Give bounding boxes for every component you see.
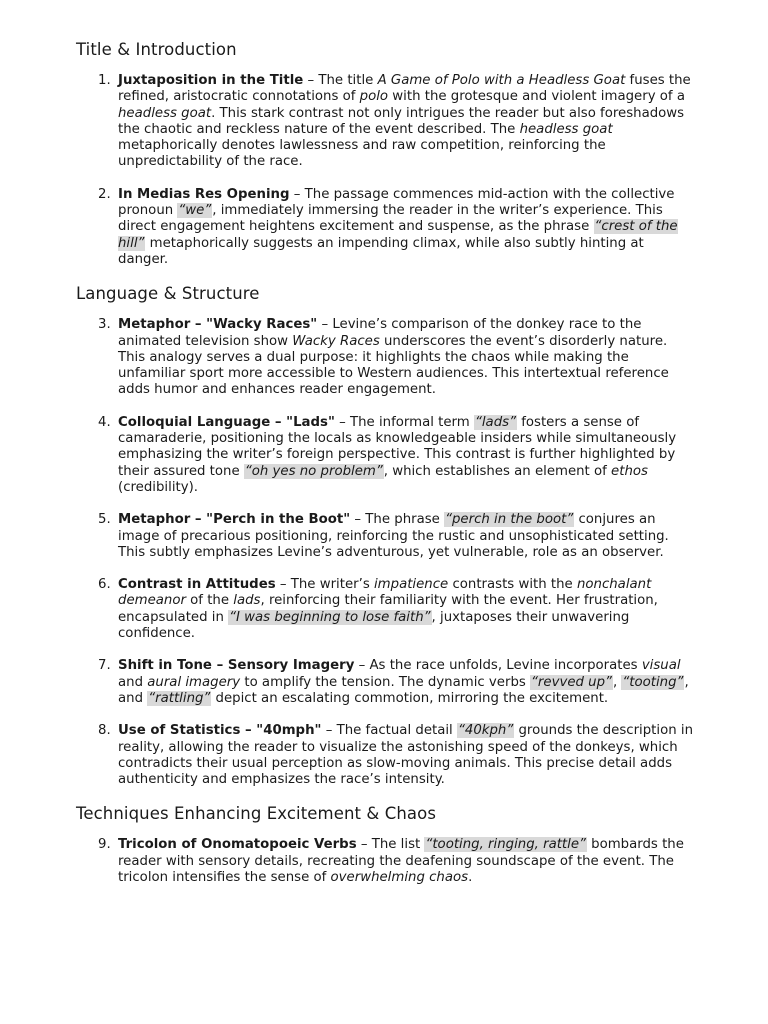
body-text: underscores the event’s disorderly nature. This analogy serves a dual purpose: it highlights the chaos while making the unfamiliar sport more accessible to Western audiences. This intertextual reference adds humor and enhances reader engagement. [118,333,669,398]
emphasis-text: nonchalant demeanor [118,577,652,609]
body-text: , reinforcing their familiarity with the event. Her frustration, encapsulated in [118,593,658,625]
body-text: to amplify the tension. The dynamic verbs [240,674,531,690]
emphasis-text: A Game of Polo with a Headless Goat [377,73,626,88]
body-text: fuses the refined, aristocratic connotations of [118,73,691,105]
body-text: , [612,674,622,690]
item-number: 1. [98,73,111,88]
list-item [76,837,698,886]
highlighted-quote: “oh yes no problem” [244,463,383,479]
emphasis-text: headless goat [519,121,613,137]
item-number: 7. [98,658,111,674]
item-number: 8. [98,723,111,739]
emphasis-text: overwhelming chaos [330,869,469,885]
item-number: 6. [98,577,111,593]
emphasis-text: polo [359,89,389,105]
body-text: of the [185,593,234,609]
body-text: (credibility). [118,479,199,495]
body-text: , immediately immersing the reader in the writer’s experience. This direct engagement heightens excitement and suspense, as the phrase [118,203,663,235]
section-heading: Techniques Enhancing Excitement & Chaos [76,804,437,824]
item-term: Contrast in Attitudes [118,577,276,593]
body-text: metaphorically suggests an impending climax, while also subtly hinting at danger. [118,235,644,267]
body-text: – Levine’s comparison of the donkey race to the animated television show [118,317,642,349]
body-text: fosters a sense of camaraderie, positioning the locals as knowledgeable insiders while simultaneously emphasizing the writer’s foreign perspective. This contrast is further highlighted by their assured tone [118,414,677,479]
item-term: Use of Statistics – "40mph" [118,723,322,739]
item-term: Metaphor – "Perch in the Boot" [118,512,351,528]
list-item [76,658,698,707]
section-heading: Title & Introduction [76,40,237,59]
body-text: – The title [303,73,378,88]
item-number: 9. [98,837,111,853]
list-item [76,73,698,171]
body-text: – The phrase [350,512,445,528]
body-text: – As the race unfolds, Levine incorporates [354,658,642,674]
emphasis-text: lads [233,593,261,609]
emphasis-text: Wacky Races [292,333,380,349]
body-text: with the grotesque and violent imagery of a [388,89,685,105]
item-term: Juxtaposition in the Title [118,73,304,88]
highlighted-quote: “40kph” [457,723,514,739]
item-term: Colloquial Language – "Lads" [118,414,335,430]
list-item [76,415,698,496]
body-text: – The informal term [334,414,474,430]
highlighted-quote: “we” [178,203,212,219]
body-text: – The writer’s [275,577,374,593]
body-text: metaphorically denotes lawlessness and raw competition, reinforcing the unpredictability of the race. [118,138,606,170]
emphasis-text: headless goat [118,105,212,121]
body-text: grounds the description in reality, allowing the reader to visualize the astonishing speed of the donkeys, which contradicts their usual perception as slow-moving animals. This precise detail adds authenticity and emphasizes the race’s intensity. [118,723,694,788]
item-number: 3. [98,317,111,333]
list-item [76,187,698,268]
numbered-list [76,317,698,788]
body-text: – The list [356,837,425,853]
body-text: . This stark contrast not only intrigues the reader but also foreshadows the chaotic and reckless nature of the event described. The [118,105,685,137]
list-item [76,577,698,642]
highlighted-quote: “perch in the boot” [445,512,574,528]
item-term: Metaphor – "Wacky Races" [118,317,318,333]
item-number: 2. [98,186,111,202]
list-item [76,317,698,398]
body-text: , which establishes an element of [383,463,612,479]
item-term: In Medias Res Opening [118,186,290,202]
highlighted-quote: “lads” [474,414,516,430]
highlighted-quote: “crest of the hill” [118,219,678,251]
body-text: , juxtaposes their unwavering confidence. [118,609,630,642]
body-text: – The passage commences mid-action with the collective pronoun [118,186,675,219]
body-text: contrasts with the [448,577,577,593]
highlighted-quote: “tooting” [622,674,684,690]
highlighted-quote: “I was beginning to lose faith” [229,609,431,625]
list-item [76,723,698,788]
body-text: – The factual detail [321,723,457,739]
body-text: and [118,674,148,690]
item-term: Tricolon of Onomatopoeic Verbs [118,837,357,853]
emphasis-text: ethos [611,463,648,479]
emphasis-text: visual [641,658,681,674]
section-heading: Language & Structure [76,284,260,304]
numbered-list [76,837,698,886]
emphasis-text: aural imagery [147,674,241,690]
list-item [76,512,698,561]
item-term: Shift in Tone – Sensory Imagery [118,658,355,674]
numbered-list [76,73,698,268]
body-text: , and [118,674,689,706]
highlighted-quote: “rattling” [148,690,211,706]
body-text: depict an escalating commotion, mirroring the excitement. [211,690,609,706]
highlighted-quote: “tooting, ringing, rattle” [425,837,586,853]
highlighted-quote: “revved up” [531,674,612,690]
body-text: conjures an image of precarious positioning, reinforcing the rustic and unsophisticated setting. This subtly emphasizes Levine’s adventurous, yet vulnerable, role as an observer. [118,512,669,560]
item-number: 4. [98,414,111,430]
emphasis-text: impatience [373,577,449,593]
body-text: . [468,869,473,885]
item-number: 5. [98,512,111,528]
body-text: bombards the reader with sensory details, recreating the deafening soundscape of the event. The tricolon intensifies the sense of [118,837,684,885]
